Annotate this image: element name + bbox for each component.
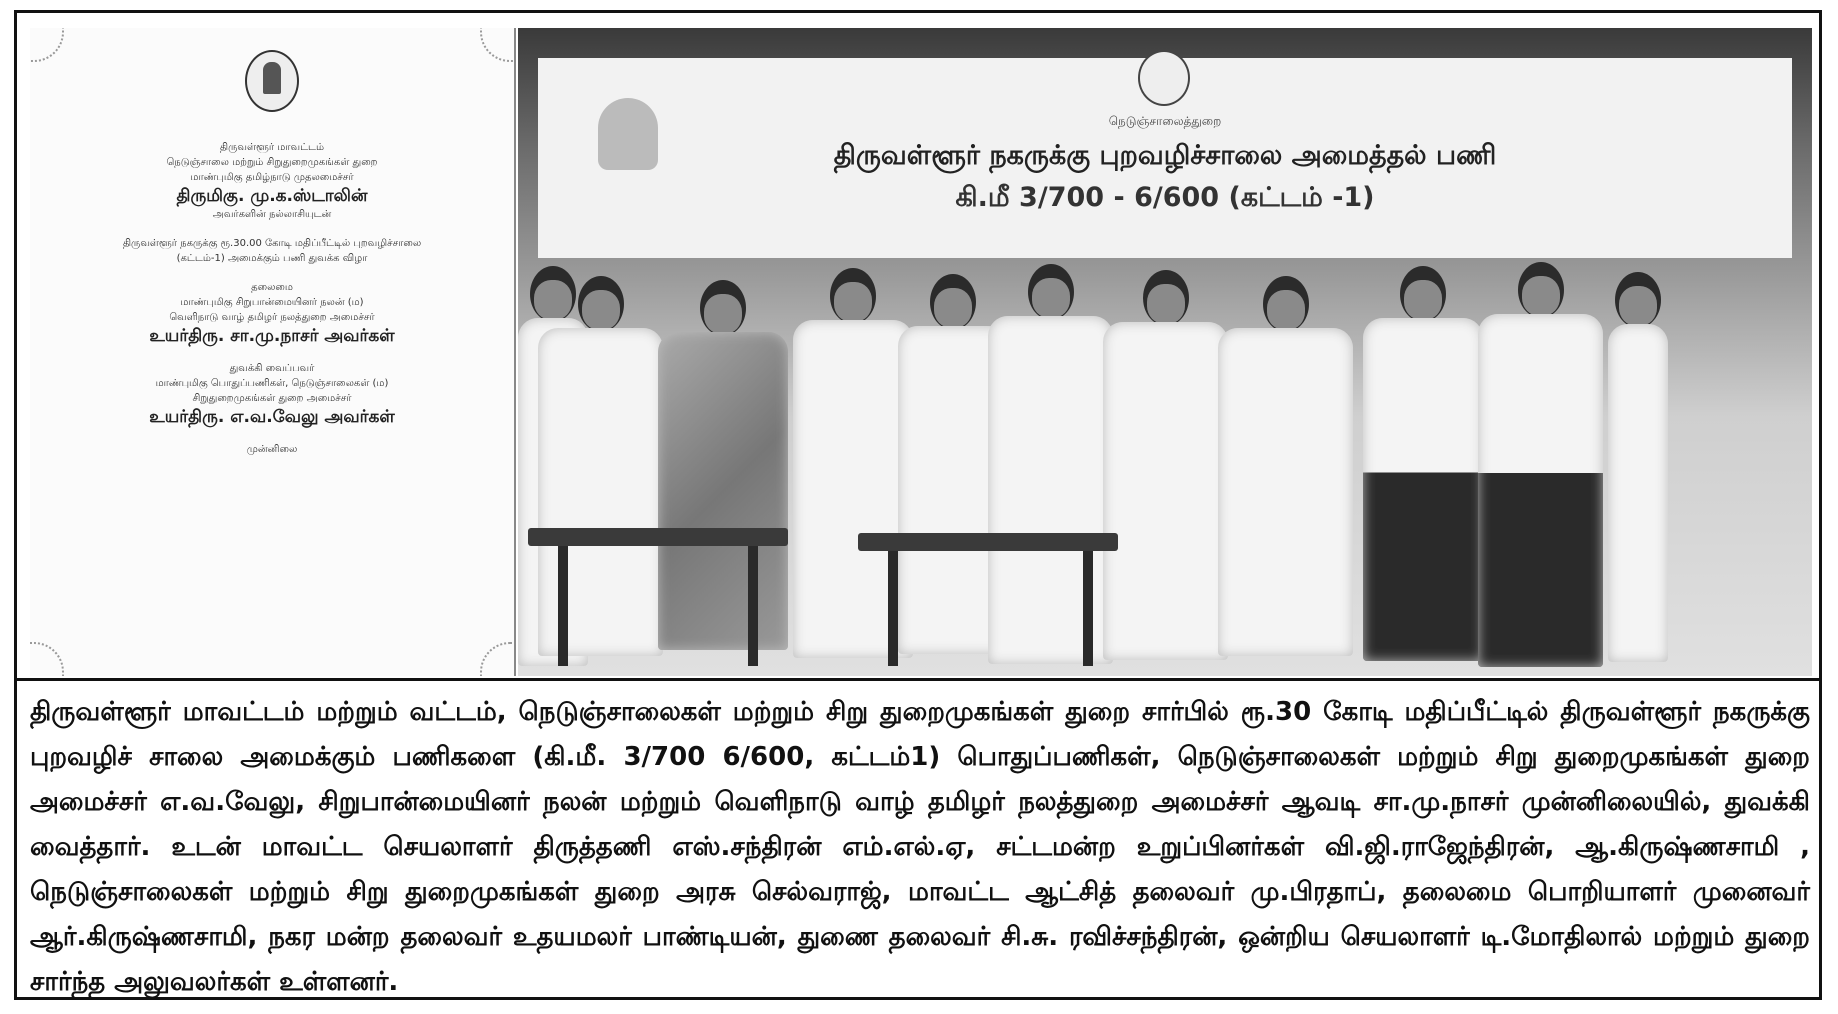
state-emblem-icon (245, 50, 299, 112)
person (538, 276, 663, 656)
card-event-line: (கட்டம்-1) அமைக்கும் பணி துவக்க விழா (176, 253, 368, 264)
table-leg (748, 546, 758, 666)
state-emblem-icon (1138, 50, 1190, 106)
event-photo (518, 28, 1812, 676)
card-presence-label: முன்னிலை (246, 444, 298, 455)
card-line: மாண்புமிகு தமிழ்நாடு முதலமைச்சர் (190, 172, 354, 183)
banner-subtitle: கி.மீ 3/700 - 6/600 (கட்டம் -1) (955, 182, 1375, 213)
person (1103, 270, 1228, 660)
banner-title: திருவள்ளூர் நகருக்கு புறவழிச்சாலை அமைத்தல் பணி (833, 140, 1497, 171)
card-line: மாண்புமிகு சிறுபான்மையினர் நலன் (ம) (180, 297, 364, 308)
card-event-line: திருவள்ளூர் நகருக்கு ரூ.30.00 கோடி மதிப்பீட்டில் புறவழிச்சாலை (122, 238, 422, 249)
ornament-corner (480, 28, 516, 62)
invitation-card (30, 28, 516, 676)
divider (14, 678, 1822, 681)
ornament-corner (480, 642, 516, 676)
person (1218, 276, 1353, 656)
table-leg (888, 551, 898, 666)
photo-caption: திருவள்ளூர் மாவட்டம் மற்றும் வட்டம், நெடுஞ்சாலைகள் மற்றும் சிறு துறைமுகங்கள் துறை சார்பில் ரூ.30 கோடி மதிப்பீட்டில் திருவள்ளூர் நகருக்கு புறவழிச் சாலை அமைக்கும் பணிகளை (கி.மீ. 3/700 6/600, கட்டம்1) பொதுப்பணிகள், நெடுஞ்சாலைகள் மற்றும் சிறு துறைமுகங்கள் துறை அமைச்சர் எ.வ.வேலு, சிறுபான்மையினர் நலன் மற்றும் வெளிநாடு வாழ் தமிழர் நலத்துறை அமைச்சர் ஆவடி சா.மு.நாசர் முன்னிலையில், துவக்கி வைத்தார். உடன் மாவட்ட செயலாளர் திருத்தணி எஸ்.சந்திரன் எம்.எல்.ஏ, சட்டமன்ற உறுப்பினர்கள் வி.ஜி.ராஜேந்திரன், ஆ.கிருஷ்ணசாமி , நெடுஞ்சாலைகள் மற்றும் சிறு துறைமுகங்கள் துறை அரசு செல்வராஜ், மாவட்ட ஆட்சித் தலைவர் மு.பிரதாப், தலைமை பொறியாளர் முனைவர் ஆர்.கிருஷ்ணசாமி, நகர மன்ற தலைவர் உதயமலர் பாண்டியன், துணை தலைவர் சி.சு. ரவிச்சந்திரன், ஒன்றிய செயலாளர் டி.மோதிலால் மற்றும் துறை சார்ந்த அலுவலர்கள் உள்ளனர். (30, 697, 1810, 997)
table-leg (1083, 551, 1093, 666)
card-line: வெளிநாடு வாழ் தமிழர் நலத்துறை அமைச்சர் (169, 312, 375, 323)
card-line: மாண்புமிகு பொதுப்பணிகள், நெடுஞ்சாலைகள் (ம) (155, 378, 389, 389)
table (858, 533, 1118, 551)
banner-department: நெடுஞ்சாலைத்துறை (1108, 114, 1222, 128)
stage-banner (538, 58, 1792, 258)
person (988, 264, 1113, 664)
card-line: நெடுஞ்சாலை மற்றும் சிறுதுறைமுகங்கள் துறை (166, 157, 378, 168)
card-line: அவர்களின் நல்லாசியுடன் (212, 209, 332, 220)
card-line: திருவள்ளூர் மாவட்டம் (219, 142, 325, 153)
person (1608, 272, 1668, 662)
card-inaugurator-label: துவக்கி வைப்பவர் (229, 363, 315, 374)
table (528, 528, 788, 546)
ornament-corner (30, 28, 64, 62)
card-presiding-label: தலைமை (251, 282, 293, 293)
card-cm-name: திருமிகு. மு.க.ஸ்டாலின் (176, 186, 368, 206)
person (1363, 266, 1483, 661)
person (1478, 262, 1603, 667)
card-line: சிறுதுறைமுகங்கள் துறை அமைச்சர் (192, 393, 352, 404)
ornament-corner (30, 642, 64, 676)
card-inaugurator-name: உயர்திரு. எ.வ.வேலு அவர்கள் (149, 407, 395, 427)
person (658, 280, 788, 650)
card-presiding-name: உயர்திரு. சா.மு.நாசர் அவர்கள் (149, 326, 395, 346)
table-leg (558, 546, 568, 666)
